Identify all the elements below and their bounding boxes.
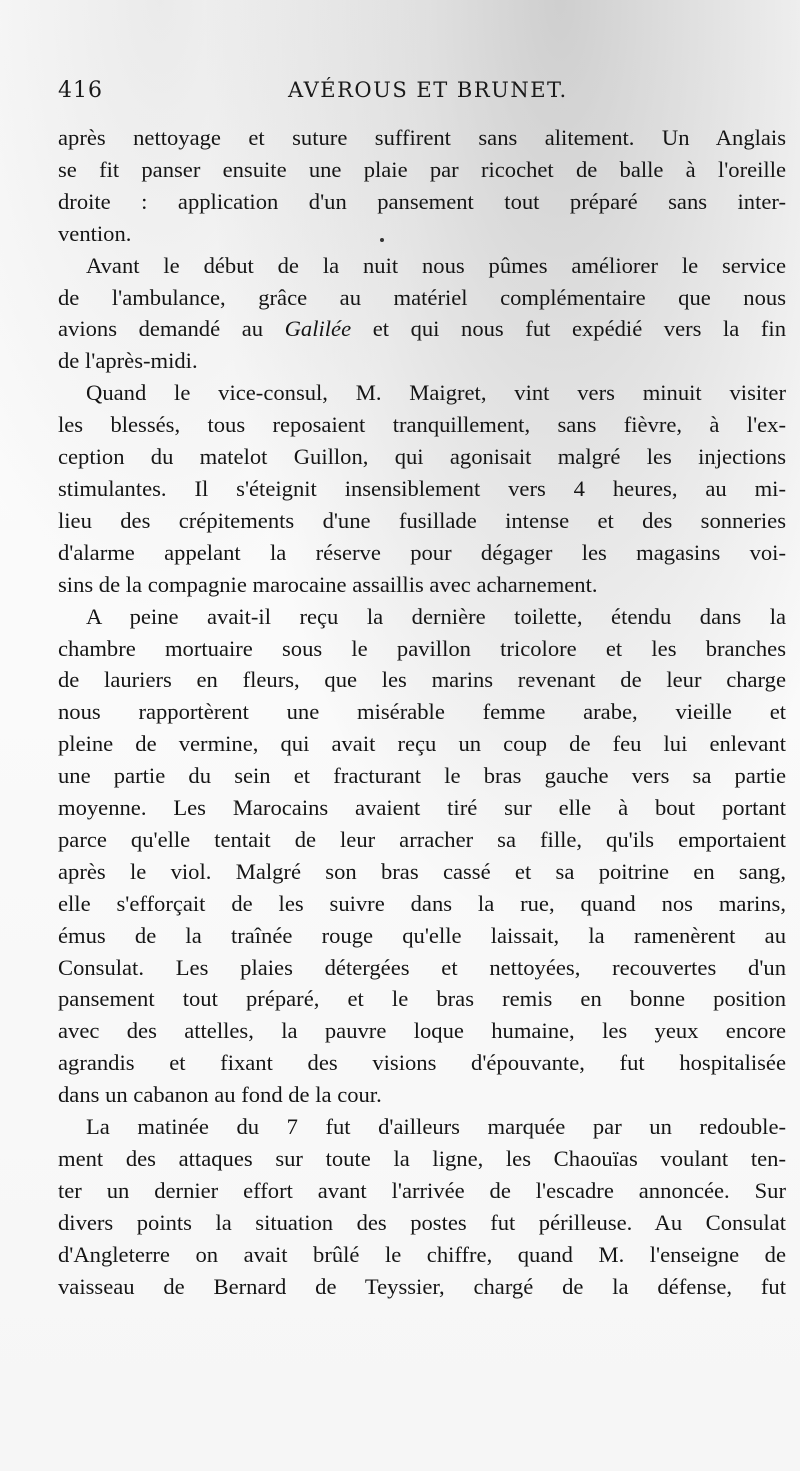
- text-line: droite : application d'un pansement tout préparé sans inter-: [58, 188, 786, 214]
- text-line: La matinée du 7 fut d'ailleurs marquée par un redouble-: [86, 1114, 786, 1140]
- text-line: Consulat. Les plaies détergées et nettoyées, recouvertes d'un: [58, 954, 786, 980]
- text-line: divers points la situation des postes fut périlleuse. Au Consulat: [58, 1209, 786, 1235]
- paragraph: [58, 250, 786, 378]
- text-line: lieu des crépitements d'une fusillade intense et des sonneries: [58, 507, 786, 533]
- text-line: A peine avait-il reçu la dernière toilette, étendu dans la: [86, 603, 786, 629]
- paragraph: [58, 1111, 786, 1302]
- text-line: nous rapportèrent une misérable femme arabe, vieille et: [58, 699, 786, 725]
- text-line: vention.: [58, 220, 132, 246]
- text-line: après nettoyage et suture suffirent sans alitement. Un Anglais: [58, 125, 786, 150]
- text-line: chambre mortuaire sous le pavillon tricolore et les branches: [58, 635, 786, 661]
- running-title: AVÉROUS ET BRUNET.: [288, 78, 568, 102]
- text-line: de l'après-midi.: [58, 348, 198, 374]
- text-line: pansement tout préparé, et le bras remis en bonne position: [58, 986, 786, 1012]
- text-line: pleine de vermine, qui avait reçu un coup de feu lui enlevant: [58, 731, 786, 757]
- text-line: parce qu'elle tentait de leur arracher sa fille, qu'ils emportaient: [58, 826, 786, 852]
- text-line: les blessés, tous reposaient tranquillement, sans fièvre, à l'ex-: [58, 412, 786, 438]
- paragraph: [58, 122, 786, 250]
- paragraph: [58, 377, 786, 600]
- text-line: sins de la compagnie marocaine assaillis avec acharnement.: [58, 571, 598, 597]
- text-line: d'Angleterre on avait brûlé le chiffre, quand M. l'enseigne de: [58, 1241, 786, 1267]
- text-line: émus de la traînée rouge qu'elle laissait, la ramenèrent au: [58, 922, 786, 948]
- text-line: se fit panser ensuite une plaie par ricochet de balle à l'oreille: [58, 156, 786, 182]
- paragraph: [58, 601, 786, 1112]
- text-line: une partie du sein et fracturant le bras gauche vers sa partie: [58, 763, 786, 789]
- text-line: de lauriers en fleurs, que les marins revenant de leur charge: [58, 667, 786, 693]
- text-line: avec des attelles, la pauvre loque humaine, les yeux encore: [58, 1018, 786, 1044]
- text-line: ception du matelot Guillon, qui agonisait malgré les injections: [58, 444, 786, 470]
- text-line: Quand le vice-consul, M. Maigret, vint vers minuit visiter: [86, 380, 786, 406]
- text-line: elle s'efforçait de les suivre dans la rue, quand nos marins,: [58, 890, 786, 916]
- text-line: avions demandé au Galilée et qui nous fut expédié vers la fin: [58, 316, 786, 342]
- text-line: moyenne. Les Marocains avaient tiré sur elle à bout portant: [58, 795, 786, 821]
- ink-speck: [380, 238, 384, 242]
- text-line: vaisseau de Bernard de Teyssier, chargé de la défense, fut: [58, 1273, 786, 1299]
- page-header: [58, 78, 758, 110]
- text-line: agrandis et fixant des visions d'épouvante, fut hospitalisée: [58, 1050, 786, 1076]
- text-line: stimulantes. Il s'éteignit insensiblement vers 4 heures, au mi-: [58, 475, 786, 501]
- text-line: dans un cabanon au fond de la cour.: [58, 1082, 382, 1108]
- text-line: après le viol. Malgré son bras cassé et sa poitrine en sang,: [58, 858, 786, 884]
- page-number: 416: [58, 78, 103, 103]
- text-line: de l'ambulance, grâce au matériel complémentaire que nous: [58, 284, 786, 310]
- body-text: [58, 122, 786, 1303]
- text-line: ter un dernier effort avant l'arrivée de l'escadre annoncée. Sur: [58, 1177, 786, 1203]
- text-line: ment des attaques sur toute la ligne, les Chaouïas voulant ten-: [58, 1146, 786, 1171]
- text-line: Avant le début de la nuit nous pûmes améliorer le service: [86, 252, 786, 278]
- text-line: d'alarme appelant la réserve pour dégager les magasins voi-: [58, 539, 786, 565]
